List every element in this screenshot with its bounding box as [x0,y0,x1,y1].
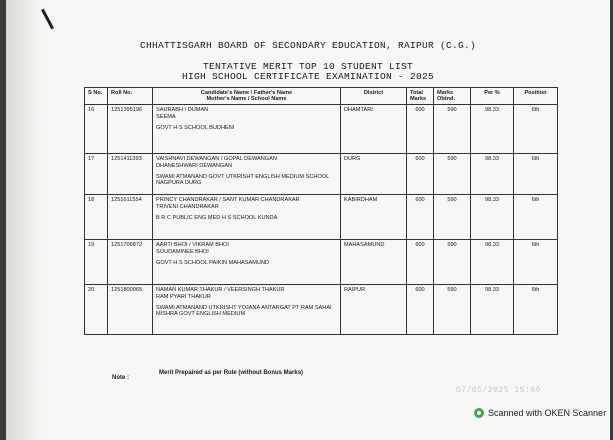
table-row [85,105,558,154]
col-total [407,88,434,105]
col-name [153,88,341,105]
cell-district: DURG [341,154,407,195]
col-obtained-line2: Obtnd. [437,96,456,102]
cell-sno: 16 [85,105,108,154]
mother-name: DHANESHWARI DEWANGAN [156,163,233,169]
cell-obtained: 590 [434,154,471,195]
col-roll: Roll No. [108,88,153,105]
cell-roll: 1251611554 [108,195,153,240]
candidate-name: PRINCY CHANDRAKAR / SANT KUMAR CHANDRAKAR [156,197,300,203]
col-obtained [434,88,471,105]
cell-obtained: 590 [434,240,471,285]
school-name: B R C PUBLIC ENG MED H S SCHOOL KUNDA [156,215,278,221]
cell-sno: 20 [85,285,108,335]
board-name: CHHATTISGARH BOARD OF SECONDARY EDUCATION, RAIPUR (C.G.) [139,40,477,51]
list-title: TENTATIVE MERIT TOP 10 STUDENT LIST [202,61,414,72]
cell-sno: 17 [85,154,108,195]
mother-name: RAM PYARI THAKUR [156,294,211,300]
cell-position: 6th [514,154,558,195]
cell-sno: 18 [85,195,108,240]
col-position: Position [514,88,558,105]
candidate-name: VAISHNAVI DEWANGAN / GOPAL DEWANGAN [156,156,277,162]
cell-district: MAHASAMUND [341,240,407,285]
cell-position: 6th [514,105,558,154]
col-total-line1: Total [410,90,423,96]
cell-position: 6th [514,240,558,285]
mother-name: TRIVENI CHANDRAKAR [156,204,219,210]
table-row [85,285,558,335]
cell-roll: 1251395196 [108,105,153,154]
school-name: GOVT H S SCHOOL BUDHENI [156,125,235,131]
candidate-name: SAURABH / DUMAN [156,107,209,113]
scanner-logo-icon [474,408,484,418]
col-obtained-line1: Marks [437,90,454,96]
cell-obtained: 590 [434,105,471,154]
cell-district: DHAMTARI [341,105,407,154]
cell-district: KABIRDHAM [341,195,407,240]
cell-total: 600 [407,195,434,240]
candidate-name: NAMAN KUMAR THAKUR / VEERSINGH THAKUR [156,287,285,293]
cell-roll: 1251800965 [108,285,153,335]
cell-candidate [153,240,341,285]
cell-position: 6th [514,195,558,240]
cell-district: RAIPUR [341,285,407,335]
candidate-name: AARTI BHOI / VIKRAM BHOI [156,242,229,248]
col-total-line2: Marks [410,96,427,102]
pen-mark [41,9,54,30]
cell-candidate [153,105,341,154]
col-sno: S No. [85,88,108,105]
table-row [85,195,558,240]
mother-name: SOUDAMINEE BHOI [156,249,209,255]
cell-roll: 1251706872 [108,240,153,285]
cell-percent: 98.33 [471,240,514,285]
merit-table [84,87,558,335]
scan-timestamp: 07/05/2025 15:00 [456,386,541,395]
cell-candidate [153,154,341,195]
note-text: Merit Prepaired as per Rule (without Bonus Marks) [159,370,304,376]
cell-total: 600 [407,154,434,195]
cell-obtained: 590 [434,285,471,335]
table-header-row [85,88,558,105]
cell-candidate [153,285,341,335]
cell-sno: 19 [85,240,108,285]
note-label: Note : [112,375,129,381]
cell-position: 6th [514,285,558,335]
school-name: SWAMI ATMANAND UTKRISHT YOJANA ANTARGAT PT RAM SAHAI MISHRA GOVT ENGLISH MEDIUM [156,305,332,317]
table-row [85,240,558,285]
mother-name: SEEMA [156,114,176,120]
cell-percent: 98.33 [471,285,514,335]
scanner-text: Scanned with OKEN Scanner [488,408,607,418]
table-row [85,154,558,195]
col-percent: Per % [471,88,514,105]
col-name-line2: Mother's Name / School Name [206,96,287,102]
cell-candidate [153,195,341,240]
cell-roll: 1251411393 [108,154,153,195]
cell-obtained: 590 [434,195,471,240]
col-district: District [341,88,407,105]
school-name: GOVT H S SCHOOL PAIKIN MAHASAMUND [156,260,270,266]
cell-total: 600 [407,285,434,335]
exam-title: HIGH SCHOOL CERTIFICATE EXAMINATION - 2025 [181,71,435,82]
cell-percent: 98.33 [471,105,514,154]
document-page [6,0,610,440]
cell-percent: 98.33 [471,154,514,195]
cell-total: 600 [407,240,434,285]
scanner-watermark [474,408,606,418]
cell-percent: 98.33 [471,195,514,240]
col-name-line1: Candidate's Name / Father's Name [200,90,293,96]
cell-total: 600 [407,105,434,154]
school-name: SWAMI ATMANAND GOVT UTKRISHT ENGLISH MEDIUM SCHOOL NAGPURA DURG [156,174,330,186]
